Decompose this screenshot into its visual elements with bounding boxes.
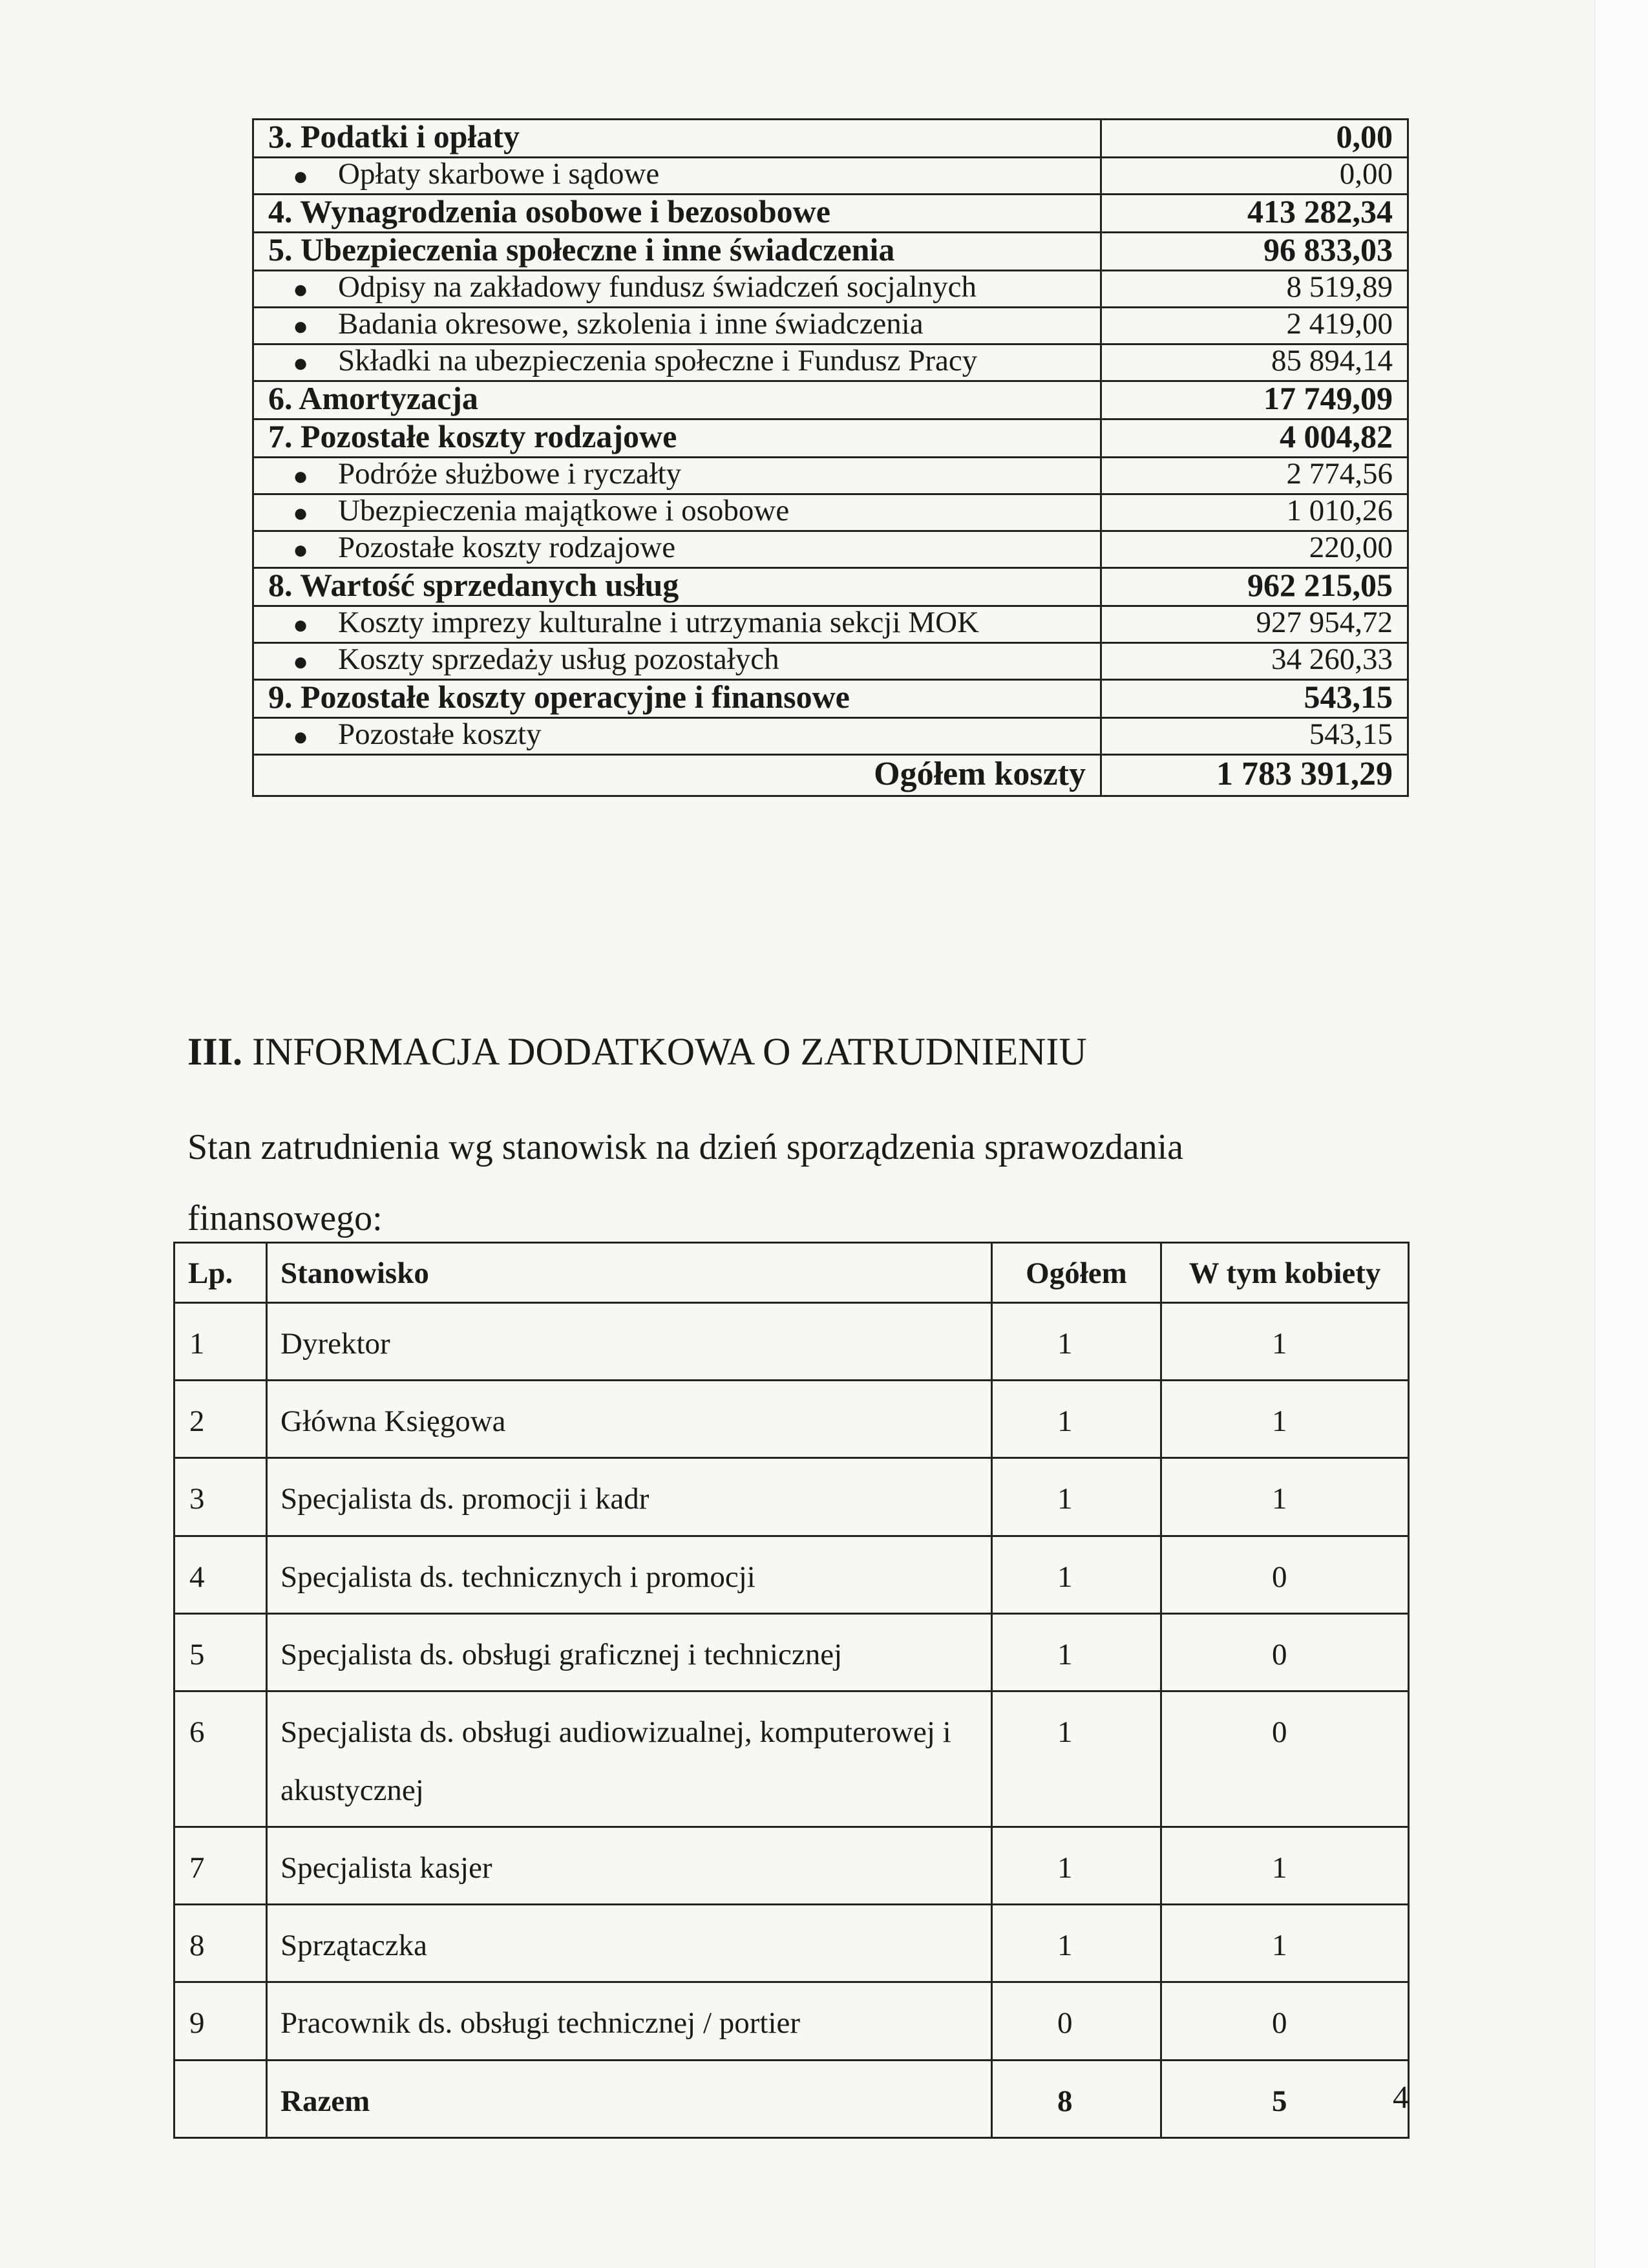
costs-row [253,494,1408,531]
staff-total-count: 8 [992,2060,1161,2137]
cost-value: 2 774,56 [1101,458,1408,494]
staff-women: 0 [1161,1613,1409,1691]
costs-row [253,680,1408,718]
cost-label [253,158,1101,195]
staff-position: Specjalista ds. obsługi audiowizualnej, komputerowej i akustycznej [267,1691,992,1827]
bullet-icon: ● [293,498,309,527]
staff-position: Pracownik ds. obsługi technicznej / portier [267,1982,992,2060]
bullet-icon: ● [293,647,309,676]
section-number: III. [187,1030,243,1073]
cost-value: 0,00 [1101,120,1408,158]
costs-total-value: 1 783 391,29 [1101,755,1408,796]
cost-label-text: 6. Amortyzacja [268,381,478,416]
header-position: Stanowisko [267,1243,992,1303]
staff-lp: 4 [174,1536,267,1613]
cost-label [253,568,1101,606]
staff-row [174,1613,1409,1691]
cost-label [253,531,1101,568]
staff-total-women: 5 [1161,2060,1409,2137]
staff-row [174,1302,1409,1380]
staff-row [174,1381,1409,1458]
staff-table [173,1242,1410,2139]
cost-label [253,718,1101,755]
staff-total: 1 [992,1381,1161,1458]
staff-lp: 2 [174,1381,267,1458]
staff-women: 0 [1161,1536,1409,1613]
cost-value: 1 010,26 [1101,494,1408,531]
staff-total-lp [174,2060,267,2137]
costs-row [253,195,1408,233]
cost-label [253,308,1101,344]
staff-total: 1 [992,1691,1161,1827]
cost-value: 8 519,89 [1101,271,1408,308]
staff-total: 1 [992,1302,1161,1380]
staff-total: 0 [992,1982,1161,2060]
bullet-icon: ● [293,535,309,564]
cost-label-text: Podróże służbowe i ryczałty [338,457,682,491]
cost-value: 2 419,00 [1101,308,1408,344]
cost-label [253,381,1101,419]
cost-label-text: Odpisy na zakładowy fundusz świadczeń socjalnych [338,270,977,304]
bullet-icon: ● [293,312,309,341]
header-total: Ogółem [992,1243,1161,1303]
staff-women: 0 [1161,1982,1409,2060]
staff-position: Sprzątaczka [267,1905,992,1982]
staff-total-label: Razem [267,2060,992,2137]
cost-label-text: Opłaty skarbowe i sądowe [338,157,660,191]
staff-lp: 3 [174,1458,267,1536]
costs-table-body [253,120,1408,755]
costs-row [253,568,1408,606]
cost-value: 96 833,03 [1101,233,1408,271]
staff-row [174,1536,1409,1613]
costs-row [253,381,1408,419]
costs-row [253,344,1408,381]
staff-total: 1 [992,1905,1161,1982]
cost-value: 4 004,82 [1101,419,1408,458]
cost-value: 927 954,72 [1101,606,1408,643]
cost-label [253,344,1101,381]
staff-women: 1 [1161,1458,1409,1536]
costs-total-row [253,755,1408,796]
staff-row [174,1982,1409,2060]
staff-total: 1 [992,1458,1161,1536]
cost-label-text: 8. Wartość sprzedanych usług [268,567,679,603]
staff-position: Główna Księgowa [267,1381,992,1458]
cost-label-text: 3. Podatki i opłaty [268,119,520,154]
bullet-icon: ● [293,162,309,191]
staff-lp: 1 [174,1302,267,1380]
cost-label [253,680,1101,718]
costs-row [253,158,1408,195]
costs-row [253,308,1408,344]
staff-lp: 6 [174,1691,267,1827]
cost-label-text: 4. Wynagrodzenia osobowe i bezosobowe [268,194,830,229]
cost-label [253,494,1101,531]
staff-position: Specjalista ds. promocji i kadr [267,1458,992,1536]
cost-label-text: 5. Ubezpieczenia społeczne i inne świadczenia [268,232,895,268]
staff-total: 1 [992,1536,1161,1613]
costs-row [253,419,1408,458]
cost-label-text: Badania okresowe, szkolenia i inne świadczenia [338,307,924,341]
staff-row [174,1827,1409,1904]
cost-value: 0,00 [1101,158,1408,195]
section-title: INFORMACJA DODATKOWA O ZATRUDNIENIU [252,1030,1087,1073]
cost-label [253,233,1101,271]
staff-header-row [174,1243,1409,1303]
cost-label [253,458,1101,494]
staff-row [174,1458,1409,1536]
header-women: W tym kobiety [1161,1243,1409,1303]
staff-women: 1 [1161,1827,1409,1904]
costs-row [253,233,1408,271]
cost-label-text: Koszty sprzedaży usług pozostałych [338,642,779,676]
staff-row [174,1905,1409,1982]
header-lp: Lp. [174,1243,267,1303]
staff-total: 1 [992,1613,1161,1691]
cost-label-text: Składki na ubezpieczenia społeczne i Fundusz Pracy [338,344,978,377]
cost-value: 962 215,05 [1101,568,1408,606]
cost-value: 85 894,14 [1101,344,1408,381]
staff-lp: 5 [174,1613,267,1691]
cost-label [253,419,1101,458]
staff-table-body [174,1302,1409,2060]
page-number: 4 [1393,2079,1409,2115]
cost-label [253,120,1101,158]
cost-label [253,643,1101,680]
cost-label-text: Pozostałe koszty [338,717,542,751]
staff-position: Specjalista ds. obsługi graficznej i technicznej [267,1613,992,1691]
page-edge [1594,0,1648,2268]
bullet-icon: ● [293,610,309,639]
staff-women: 1 [1161,1905,1409,1982]
costs-row [253,271,1408,308]
cost-value: 543,15 [1101,718,1408,755]
costs-row [253,606,1408,643]
costs-table [252,118,1409,797]
staff-position: Specjalista ds. technicznych i promocji [267,1536,992,1613]
staff-position: Dyrektor [267,1302,992,1380]
cost-label-text: Ubezpieczenia majątkowe i osobowe [338,494,790,527]
cost-value: 220,00 [1101,531,1408,568]
section-intro: Stan zatrudnienia wg stanowisk na dzień sporządzenia sprawozdania finansowego: [187,1127,1184,1238]
staff-women: 1 [1161,1381,1409,1458]
staff-women: 0 [1161,1691,1409,1827]
staff-women: 1 [1161,1302,1409,1380]
staff-lp: 7 [174,1827,267,1904]
cost-value: 34 260,33 [1101,643,1408,680]
section-heading [187,1030,1087,1074]
cost-value: 543,15 [1101,680,1408,718]
bullet-icon: ● [293,722,309,751]
staff-total: 1 [992,1827,1161,1904]
cost-label [253,195,1101,233]
cost-value: 413 282,34 [1101,195,1408,233]
costs-row [253,718,1408,755]
staff-position: Specjalista kasjer [267,1827,992,1904]
costs-row [253,120,1408,158]
staff-row [174,1691,1409,1827]
costs-total-label: Ogółem koszty [253,755,1101,796]
cost-value: 17 749,09 [1101,381,1408,419]
costs-row [253,531,1408,568]
staff-lp: 8 [174,1905,267,1982]
costs-row [253,458,1408,494]
cost-label-text: Koszty imprezy kulturalne i utrzymania sekcji MOK [338,606,979,639]
costs-row [253,643,1408,680]
bullet-icon: ● [293,461,309,491]
bullet-icon: ● [293,348,309,377]
staff-lp: 9 [174,1982,267,2060]
staff-total-row [174,2060,1409,2137]
cost-label-text: 9. Pozostałe koszty operacyjne i finansowe [268,679,850,715]
cost-label-text: 7. Pozostałe koszty rodzajowe [268,419,677,454]
bullet-icon: ● [293,275,309,304]
cost-label [253,606,1101,643]
cost-label [253,271,1101,308]
cost-label-text: Pozostałe koszty rodzajowe [338,531,676,564]
